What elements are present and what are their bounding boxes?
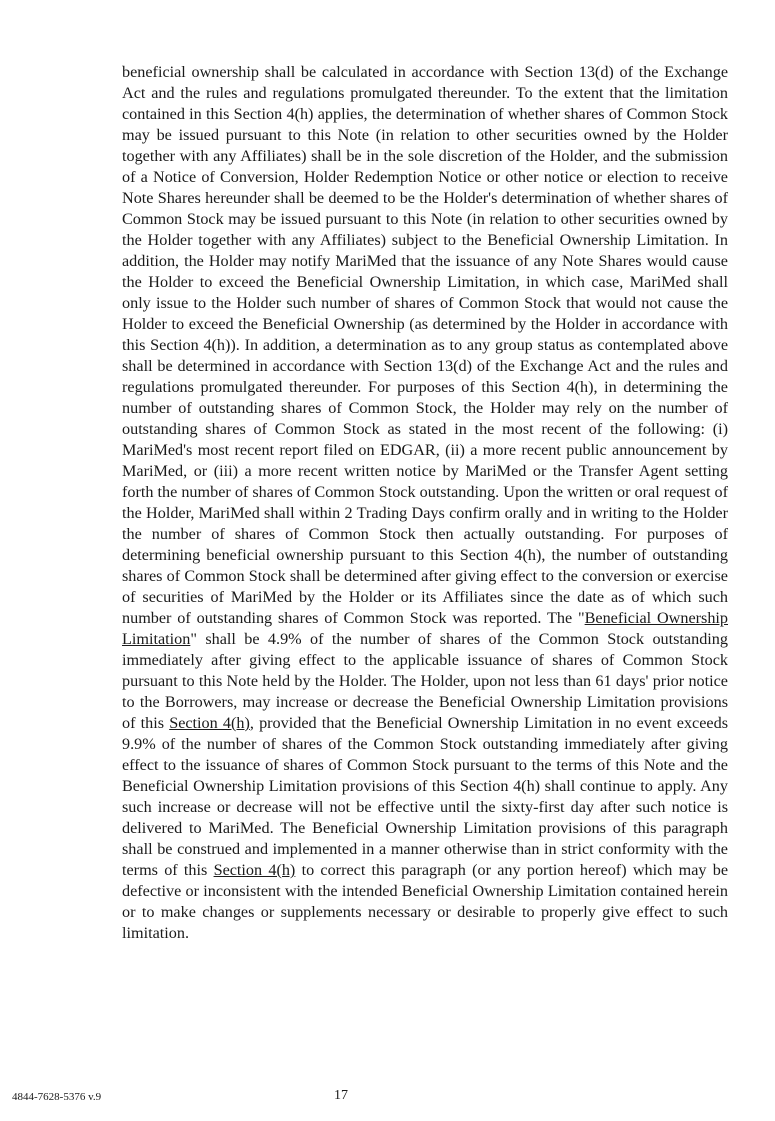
section-reference-4h-second: Section 4(h) bbox=[213, 861, 296, 879]
document-id: 4844-7628-5376 v.9 bbox=[12, 1091, 102, 1103]
paragraph-text-part-1: beneficial ownership shall be calculated in accordance with Section 13(d) of the Exchange Act and the rules and regulations promulgated thereunder. To the extent that the limitation contained in this Section 4(h) applies, the determination of whether shares of Common Stock may be issued pursuant to this Note (in relation to other securities owned by the Holder together with any Affiliates) shall be in the sole discretion of the Holder, and the submission of a Notice of Conversion, Holder Redemption Notice or other notice or election to receive Note Shares hereunder shall be deemed to be the Holder's determination of whether shares of Common Stock may be issued pursuant to this Note (in relation to other securities owned by the Holder together with any Affiliates) subject to the Beneficial Ownership Limitation. In addition, the Holder may notify MariMed that the issuance of any Note Shares would cause the Holder to exceed the Beneficial Ownership Limitation, in which case, MariMed shall only issue to the Holder such number of shares of Common Stock that would not cause the Holder to exceed the Beneficial Ownership (as determined by the Holder in accordance with this Section 4(h)). In addition, a determination as to any group status as contemplated above shall be determined in accordance with Section 13(d) of the Exchange Act and the rules and regulations promulgated thereunder. For purposes of this Section 4(h), in determining the number of outstanding shares of Common Stock, the Holder may rely on the number of outstanding shares of Common Stock as stated in the most recent of the following: (i) MariMed's most recent report filed on EDGAR, (ii) a more recent public announcement by MariMed, or (iii) a more recent written notice by MariMed or the Transfer Agent setting forth the number of shares of Common Stock outstanding. Upon the written or oral request of the Holder, MariMed shall within 2 Trading Days confirm orally and in writing to the Holder the number of shares of Common Stock then actually outstanding. For purposes of determining beneficial ownership pursuant to this Section 4(h), the number of outstanding shares of Common Stock shall be determined after giving effect to the conversion or exercise of securities of MariMed by the Holder or its Affiliates since the date as of which such number of outstanding shares of Common Stock was reported. The " bbox=[122, 63, 729, 627]
paragraph-text-part-4: to correct this paragraph (or any portion hereof) which may be defective or inconsistent with the intended Beneficial Ownership Limitation contained herein or to make changes or supplements necessary or desirable to properly give effect to such limitation. bbox=[122, 861, 729, 942]
body-paragraph bbox=[122, 62, 728, 944]
section-reference-4h: Section 4(h) bbox=[169, 714, 250, 732]
paragraph-text-part-3: , provided that the Beneficial Ownership Limitation in no event exceeds 9.9% of the number of shares of the Common Stock outstanding immediately after giving effect to the issuance of shares of Common Stock pursuant to the terms of this Note and the Beneficial Ownership Limitation provisions of this Section 4(h) shall continue to apply. Any such increase or decrease will not be effective until the sixty-first day after such notice is delivered to MariMed. The Beneficial Ownership Limitation provisions of this paragraph shall be construed and implemented in a manner otherwise than in strict conformity with the terms of this bbox=[122, 714, 728, 879]
paragraph-text-part-2: " shall be 4.9% of the number of shares of the Common Stock outstanding immediately after giving effect to the applicable issuance of shares of Common Stock pursuant to this Note held by the Holder. The Holder, upon not less than 61 days' prior notice to the Borrowers, may increase or decrease the Beneficial Ownership Limitation provisions of this bbox=[122, 630, 728, 732]
page-number: 17 bbox=[334, 1088, 348, 1103]
defined-term-beneficial-ownership-limitation: Beneficial Ownership Limitation bbox=[122, 609, 728, 648]
